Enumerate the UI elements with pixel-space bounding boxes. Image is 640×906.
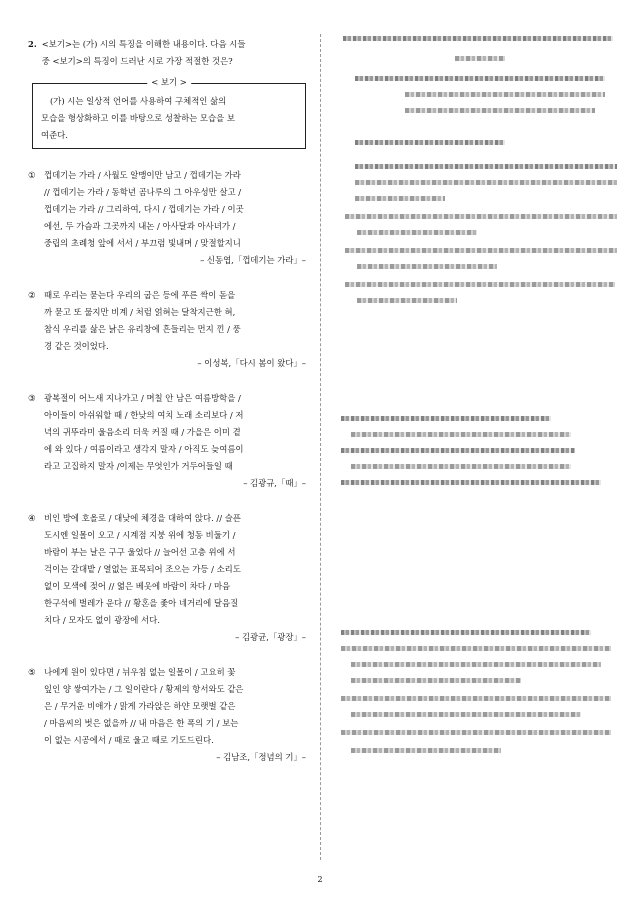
bogi-content bbox=[32, 83, 306, 149]
option-line: 광복절이 어느새 지나가고 / 며칠 안 남은 여름방학을 / bbox=[44, 393, 241, 403]
option-1[interactable] bbox=[28, 167, 306, 269]
question-line: <보기>는 (가) 시의 특징을 이해한 내용이다. 다음 시들 bbox=[41, 39, 246, 49]
option-3[interactable] bbox=[28, 390, 306, 492]
option-line: 걱이는 갈대밭 / 열없는 표목되어 조으는 가등 / 소리도 bbox=[44, 564, 241, 574]
option-number: ① bbox=[28, 170, 36, 180]
bogi-line: 모습을 형상화하고 이를 바탕으로 성찰하는 모습을 보 bbox=[41, 113, 235, 123]
option-4[interactable] bbox=[28, 510, 306, 646]
option-line: 은 / 무거운 비애가 / 맑게 가라앉은 하얀 모랫벌 같은 bbox=[44, 701, 236, 711]
option-source: – 신동엽,「껍데기는 가라」– bbox=[200, 255, 306, 265]
column-divider bbox=[320, 34, 321, 860]
option-line: // 껍데기는 가라 / 동학년 곰나루의 그 아우성만 살고 / bbox=[44, 187, 242, 197]
option-number: ④ bbox=[28, 513, 36, 523]
question-text bbox=[42, 36, 306, 70]
option-body bbox=[44, 287, 306, 372]
option-line: 라고 고집하지 말자 /이제는 무엇인가 거두어들일 때 bbox=[44, 461, 233, 471]
bogi-line: (가) 시는 일상적 언어를 사용하여 구체적인 삶의 bbox=[50, 96, 227, 106]
bogi-line: 여준다. bbox=[41, 130, 68, 140]
option-line: 한구석에 벌레가 운다 // 황혼을 좇아 네거리에 달음질 bbox=[44, 598, 239, 608]
option-line: / 마음씨의 벗은 없을까 // 내 마음은 한 폭의 기 / 보는 bbox=[44, 718, 239, 728]
option-body bbox=[44, 167, 306, 269]
option-body bbox=[44, 390, 306, 492]
option-line: 없이 모색에 젖어 // 엷은 베옷에 바람이 차다 / 마음 bbox=[44, 581, 231, 591]
blurred-content-block-3 bbox=[335, 628, 620, 768]
option-line: 에선, 두 가슴과 그곳까지 내논 / 아사달과 아사녀가 / bbox=[44, 221, 236, 231]
option-line: 에 와 있다 / 여름이라고 생각지 말자 / 아직도 늦여름이 bbox=[44, 444, 244, 454]
bogi-label: < 보기 > bbox=[147, 75, 191, 89]
option-line: 껍데기는 가라 // 그리하여, 다시 / 껍데기는 가라 / 이곳 bbox=[44, 204, 244, 214]
question-header bbox=[28, 36, 306, 70]
option-line: 나에게 원이 있다면 / 뉘우침 없는 일몰이 / 고요히 꽃 bbox=[44, 667, 236, 677]
question-line: 중 <보기>의 특징이 드러난 시로 가장 적절한 것은? bbox=[41, 56, 233, 66]
option-body bbox=[44, 664, 306, 766]
option-line: 경 같은 것이었다. bbox=[44, 341, 109, 351]
option-line: 바람이 부는 날은 구구 울었다 // 늘어선 고층 위에 서 bbox=[44, 547, 236, 557]
option-line: 잎인 양 쌓여가는 / 그 일이란다 / 황제의 항서와도 같은 bbox=[44, 684, 244, 694]
blurred-content-block-2 bbox=[335, 412, 620, 502]
option-line: 껍데기는 가라 / 사월도 알맹이만 남고 / 껍데기는 가라 bbox=[44, 170, 241, 180]
option-line: 이 없는 시공에서 / 때로 울고 때로 기도드린다. bbox=[44, 735, 214, 745]
bogi-box bbox=[32, 77, 306, 149]
option-line: 도시엔 일몰이 오고 / 시계점 지붕 위에 청동 비둘기 / bbox=[44, 530, 236, 540]
option-source: – 김남조,「정념의 기」– bbox=[216, 752, 306, 762]
option-source: – 이성복,「다시 봄이 왔다」– bbox=[197, 358, 306, 368]
page-number: 2 bbox=[317, 875, 323, 884]
option-number: ② bbox=[28, 290, 36, 300]
option-line: 중립의 초례청 앞에 서서 / 부끄럼 빛내며 / 맞절할지니 bbox=[44, 238, 241, 248]
blurred-content-block-1 bbox=[335, 34, 620, 304]
option-line: 아이들이 아쉬워할 때 / 한낮의 여치 노래 소리보다 / 저 bbox=[44, 410, 244, 420]
option-body bbox=[44, 510, 306, 646]
option-line: 치다 / 모자도 없이 광장에 서다. bbox=[44, 615, 160, 625]
option-source: – 김광규,「때」– bbox=[243, 478, 306, 488]
option-line: 녁의 귀뚜라미 울음소리 더욱 커질 때 / 가을은 이미 곁 bbox=[44, 427, 241, 437]
option-line: 까 묻고 또 물지만 비계 / 처럼 얽혀는 달착지근한 혀, bbox=[44, 307, 236, 317]
option-5[interactable] bbox=[28, 664, 306, 766]
question-number: 2. bbox=[28, 39, 37, 49]
option-number: ⑤ bbox=[28, 667, 36, 677]
option-2[interactable] bbox=[28, 287, 306, 372]
option-line: 때로 우리는 묻는다 우리의 굽은 등에 푸른 싹이 돋을 bbox=[44, 290, 236, 300]
option-number: ③ bbox=[28, 393, 36, 403]
option-line: 비인 방에 호올로 / 대낮에 체경을 대하여 앉다. // 슬픈 bbox=[44, 513, 241, 523]
left-column bbox=[28, 36, 306, 784]
option-line: 참식 우리를 삶은 낡은 유리창에 흔들리는 먼지 낀 / 풍 bbox=[44, 324, 241, 334]
option-source: – 김광균,「광장」– bbox=[235, 632, 306, 642]
